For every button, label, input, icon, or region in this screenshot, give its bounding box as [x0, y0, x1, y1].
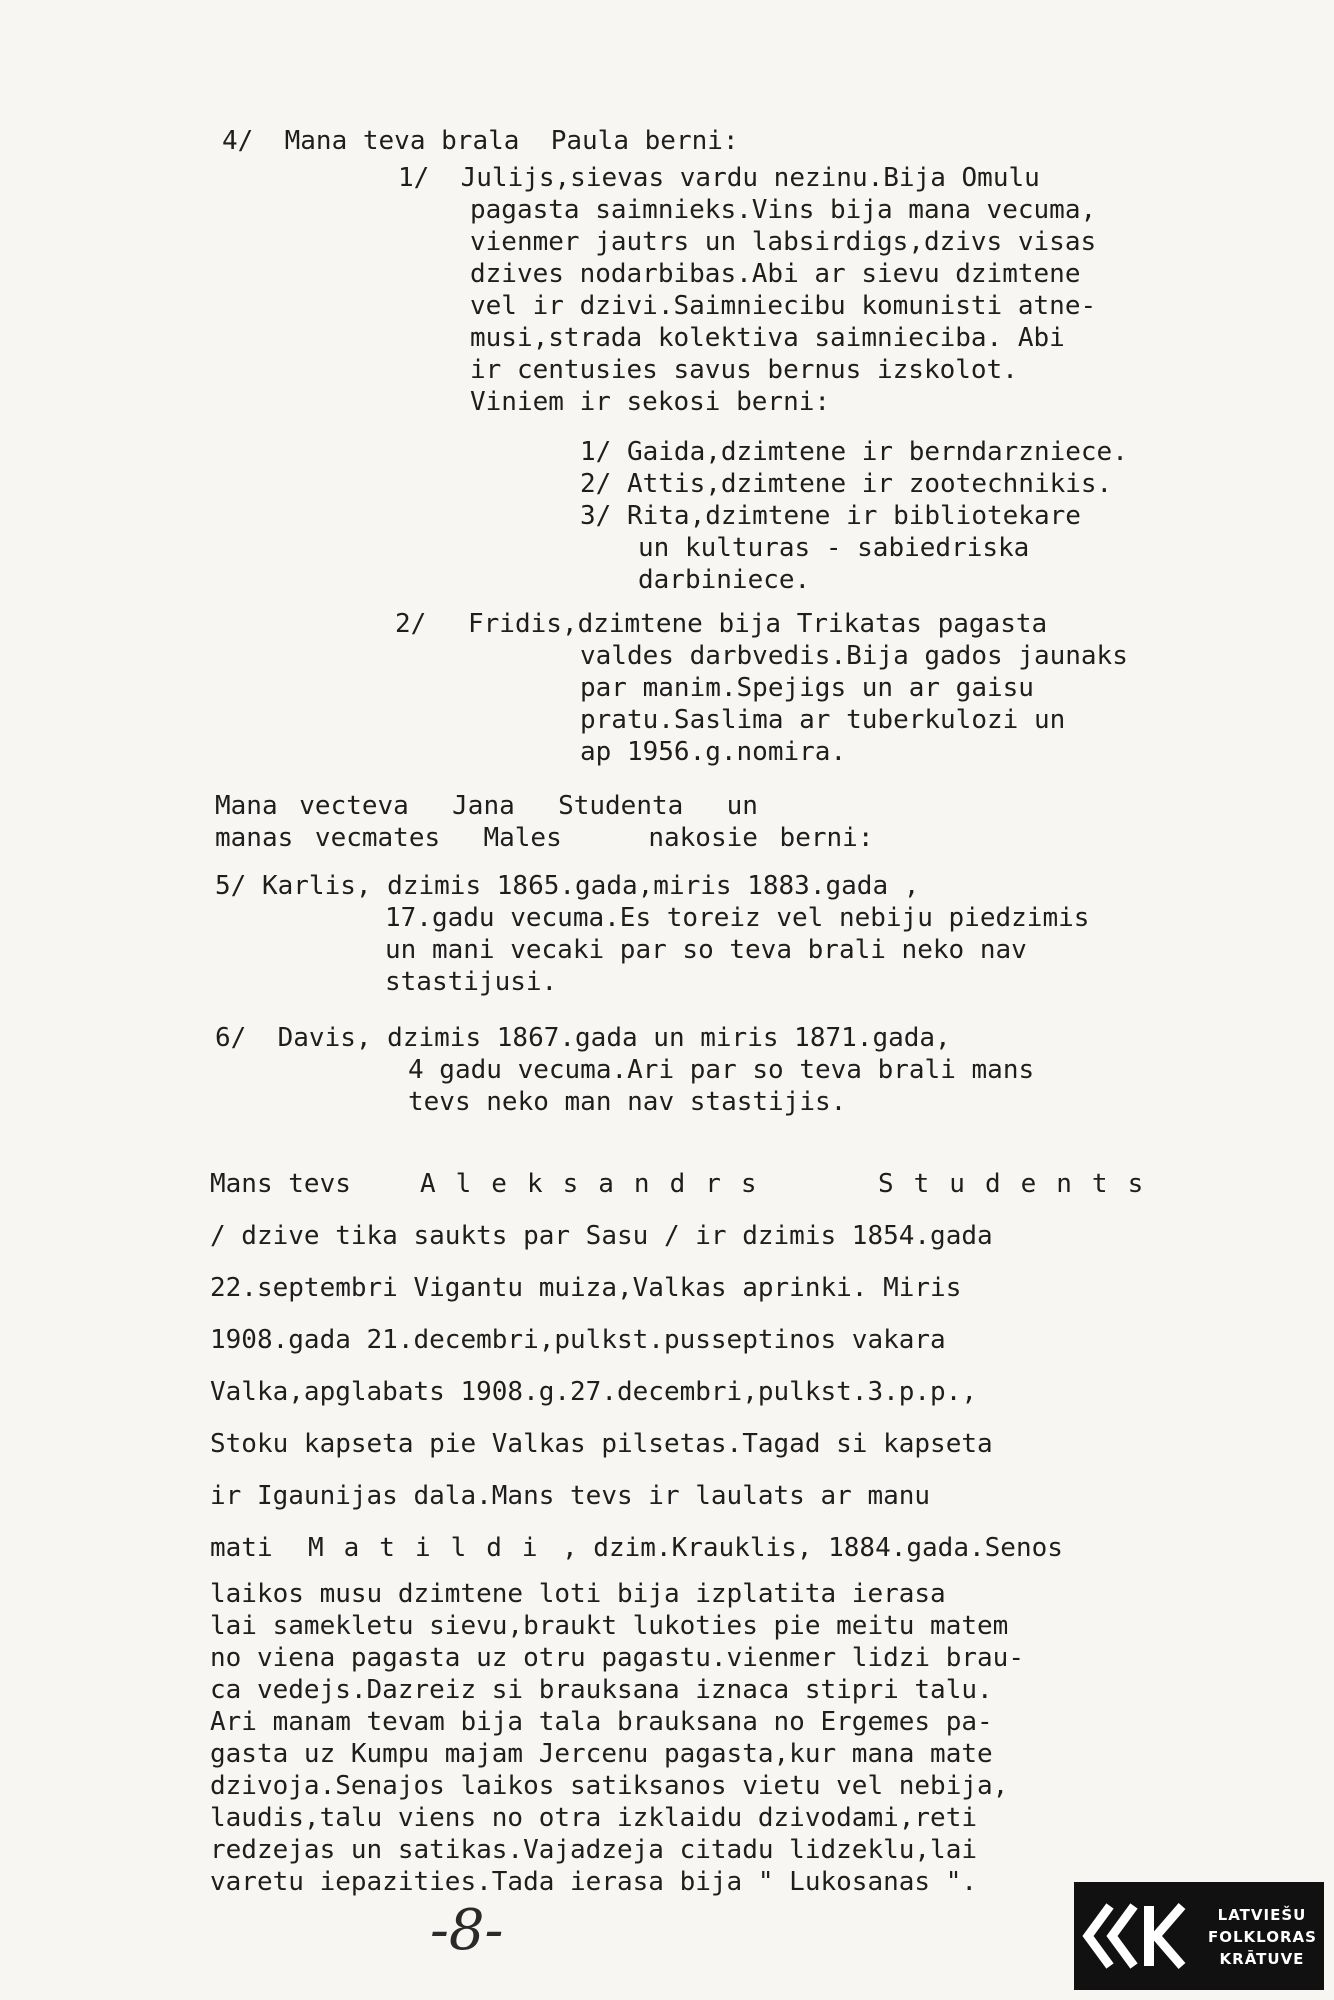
text-line: mati: [210, 1533, 273, 1563]
text-line: 22.septembri Vigantu muiza,Valkas aprinki. Miris: [210, 1273, 962, 1303]
text-line: un mani vecaki par so teva brali neko nav: [385, 935, 1027, 965]
archive-logo-text: LATVIEŠU FOLKLORAS KRĀTUVE: [1208, 1906, 1317, 1968]
archive-logo: [1074, 1882, 1324, 1990]
text-line: vel ir dzivi.Saimniecibu komunisti atne-: [470, 291, 1097, 321]
text-line: Matildi: [308, 1533, 558, 1563]
text-line: gasta uz Kumpu majam Jercenu pagasta,kur mana mate: [210, 1739, 993, 1769]
text-line: 2/ Attis,dzimtene ir zootechnikis.: [580, 469, 1113, 499]
text-line: 1/ Julijs,sievas vardu nezinu.Bija Omulu: [398, 163, 1040, 193]
lfk-logo-icon: [1082, 1900, 1192, 1972]
text-line: Viniem ir sekosi berni:: [470, 387, 831, 417]
text-line: Fridis,dzimtene bija Trikatas pagasta: [468, 609, 1048, 639]
text-line: 17.gadu vecuma.Es toreiz vel nebiju piedzimis: [385, 903, 1090, 933]
text-line: ir Igaunijas dala.Mans tevs ir laulats ar manu: [210, 1481, 931, 1511]
text-line: 1908.gada 21.decembri,pulkst.pusseptinos vakara: [210, 1325, 946, 1355]
text-line: Mana vecteva Jana Studenta un: [215, 791, 758, 821]
text-line: valdes darbvedis.Bija gados jaunaks: [580, 641, 1128, 671]
text-line: varetu iepazities.Tada ierasa bija " Lukosanas ".: [210, 1867, 978, 1897]
text-line: 6/ Davis, dzimis 1867.gada un miris 1871.gada,: [215, 1023, 951, 1053]
text-line: 5/ Karlis, dzimis 1865.gada,miris 1883.gada ,: [215, 871, 920, 901]
text-line: laudis,talu viens no otra izklaidu dzivodami,reti: [210, 1803, 978, 1833]
text-line: darbiniece.: [638, 565, 811, 595]
text-line: 4 gadu vecuma.Ari par so teva brali mans: [408, 1055, 1035, 1085]
handwritten-page-number: -8-: [430, 1898, 504, 1963]
text-line: 3/ Rita,dzimtene ir bibliotekare: [580, 501, 1081, 531]
text-line: tevs neko man nav stastijis.: [408, 1087, 847, 1117]
text-line: ca vedejs.Dazreiz si brauksana iznaca stipri talu.: [210, 1675, 993, 1705]
text-line: manas vecmates Males nakosie berni:: [215, 823, 874, 853]
text-line: ap 1956.g.nomira.: [580, 737, 847, 767]
text-line: vienmer jautrs un labsirdigs,dzivs visas: [470, 227, 1097, 257]
text-line: Mans tevs: [210, 1169, 351, 1199]
text-line: no viena pagasta uz otru pagastu.vienmer lidzi brau-: [210, 1643, 1024, 1673]
text-line: lai samekletu sievu,braukt lukoties pie meitu matem: [210, 1611, 1009, 1641]
text-line: pratu.Saslima ar tuberkulozi un: [580, 705, 1066, 735]
text-line: dzives nodarbibas.Abi ar sievu dzimtene: [470, 259, 1081, 289]
text-line: Students: [878, 1169, 1164, 1199]
text-line: un kulturas - sabiedriska: [638, 533, 1030, 563]
text-line: par manim.Spejigs un ar gaisu: [580, 673, 1034, 703]
text-line: musi,strada kolektiva saimnieciba. Abi: [470, 323, 1065, 353]
text-line: 4/ Mana teva brala Paula berni:: [222, 126, 739, 156]
text-line: redzejas un satikas.Vajadzeja citadu lidzeklu,lai: [210, 1835, 978, 1865]
text-line: laikos musu dzimtene loti bija izplatita ierasa: [210, 1579, 946, 1609]
text-line: Aleksandrs: [420, 1169, 777, 1199]
text-line: dzivoja.Senajos laikos satiksanos vietu vel nebija,: [210, 1771, 1009, 1801]
text-line: stastijusi.: [385, 967, 558, 997]
text-line: Ari manam tevam bija tala brauksana no Ergemes pa-: [210, 1707, 993, 1737]
text-line: Stoku kapseta pie Valkas pilsetas.Tagad si kapseta: [210, 1429, 993, 1459]
text-line: 1/ Gaida,dzimtene ir berndarzniece.: [580, 437, 1128, 467]
text-line: ir centusies savus bernus izskolot.: [470, 355, 1018, 385]
text-line: pagasta saimnieks.Vins bija mana vecuma,: [470, 195, 1097, 225]
text-line: 2/: [395, 609, 427, 639]
text-line: / dzive tika saukts par Sasu / ir dzimis 1854.gada: [210, 1221, 993, 1251]
text-line: Valka,apglabats 1908.g.27.decembri,pulkst.3.p.p.,: [210, 1377, 978, 1407]
text-line: , dzim.Krauklis, 1884.gada.Senos: [562, 1533, 1063, 1563]
